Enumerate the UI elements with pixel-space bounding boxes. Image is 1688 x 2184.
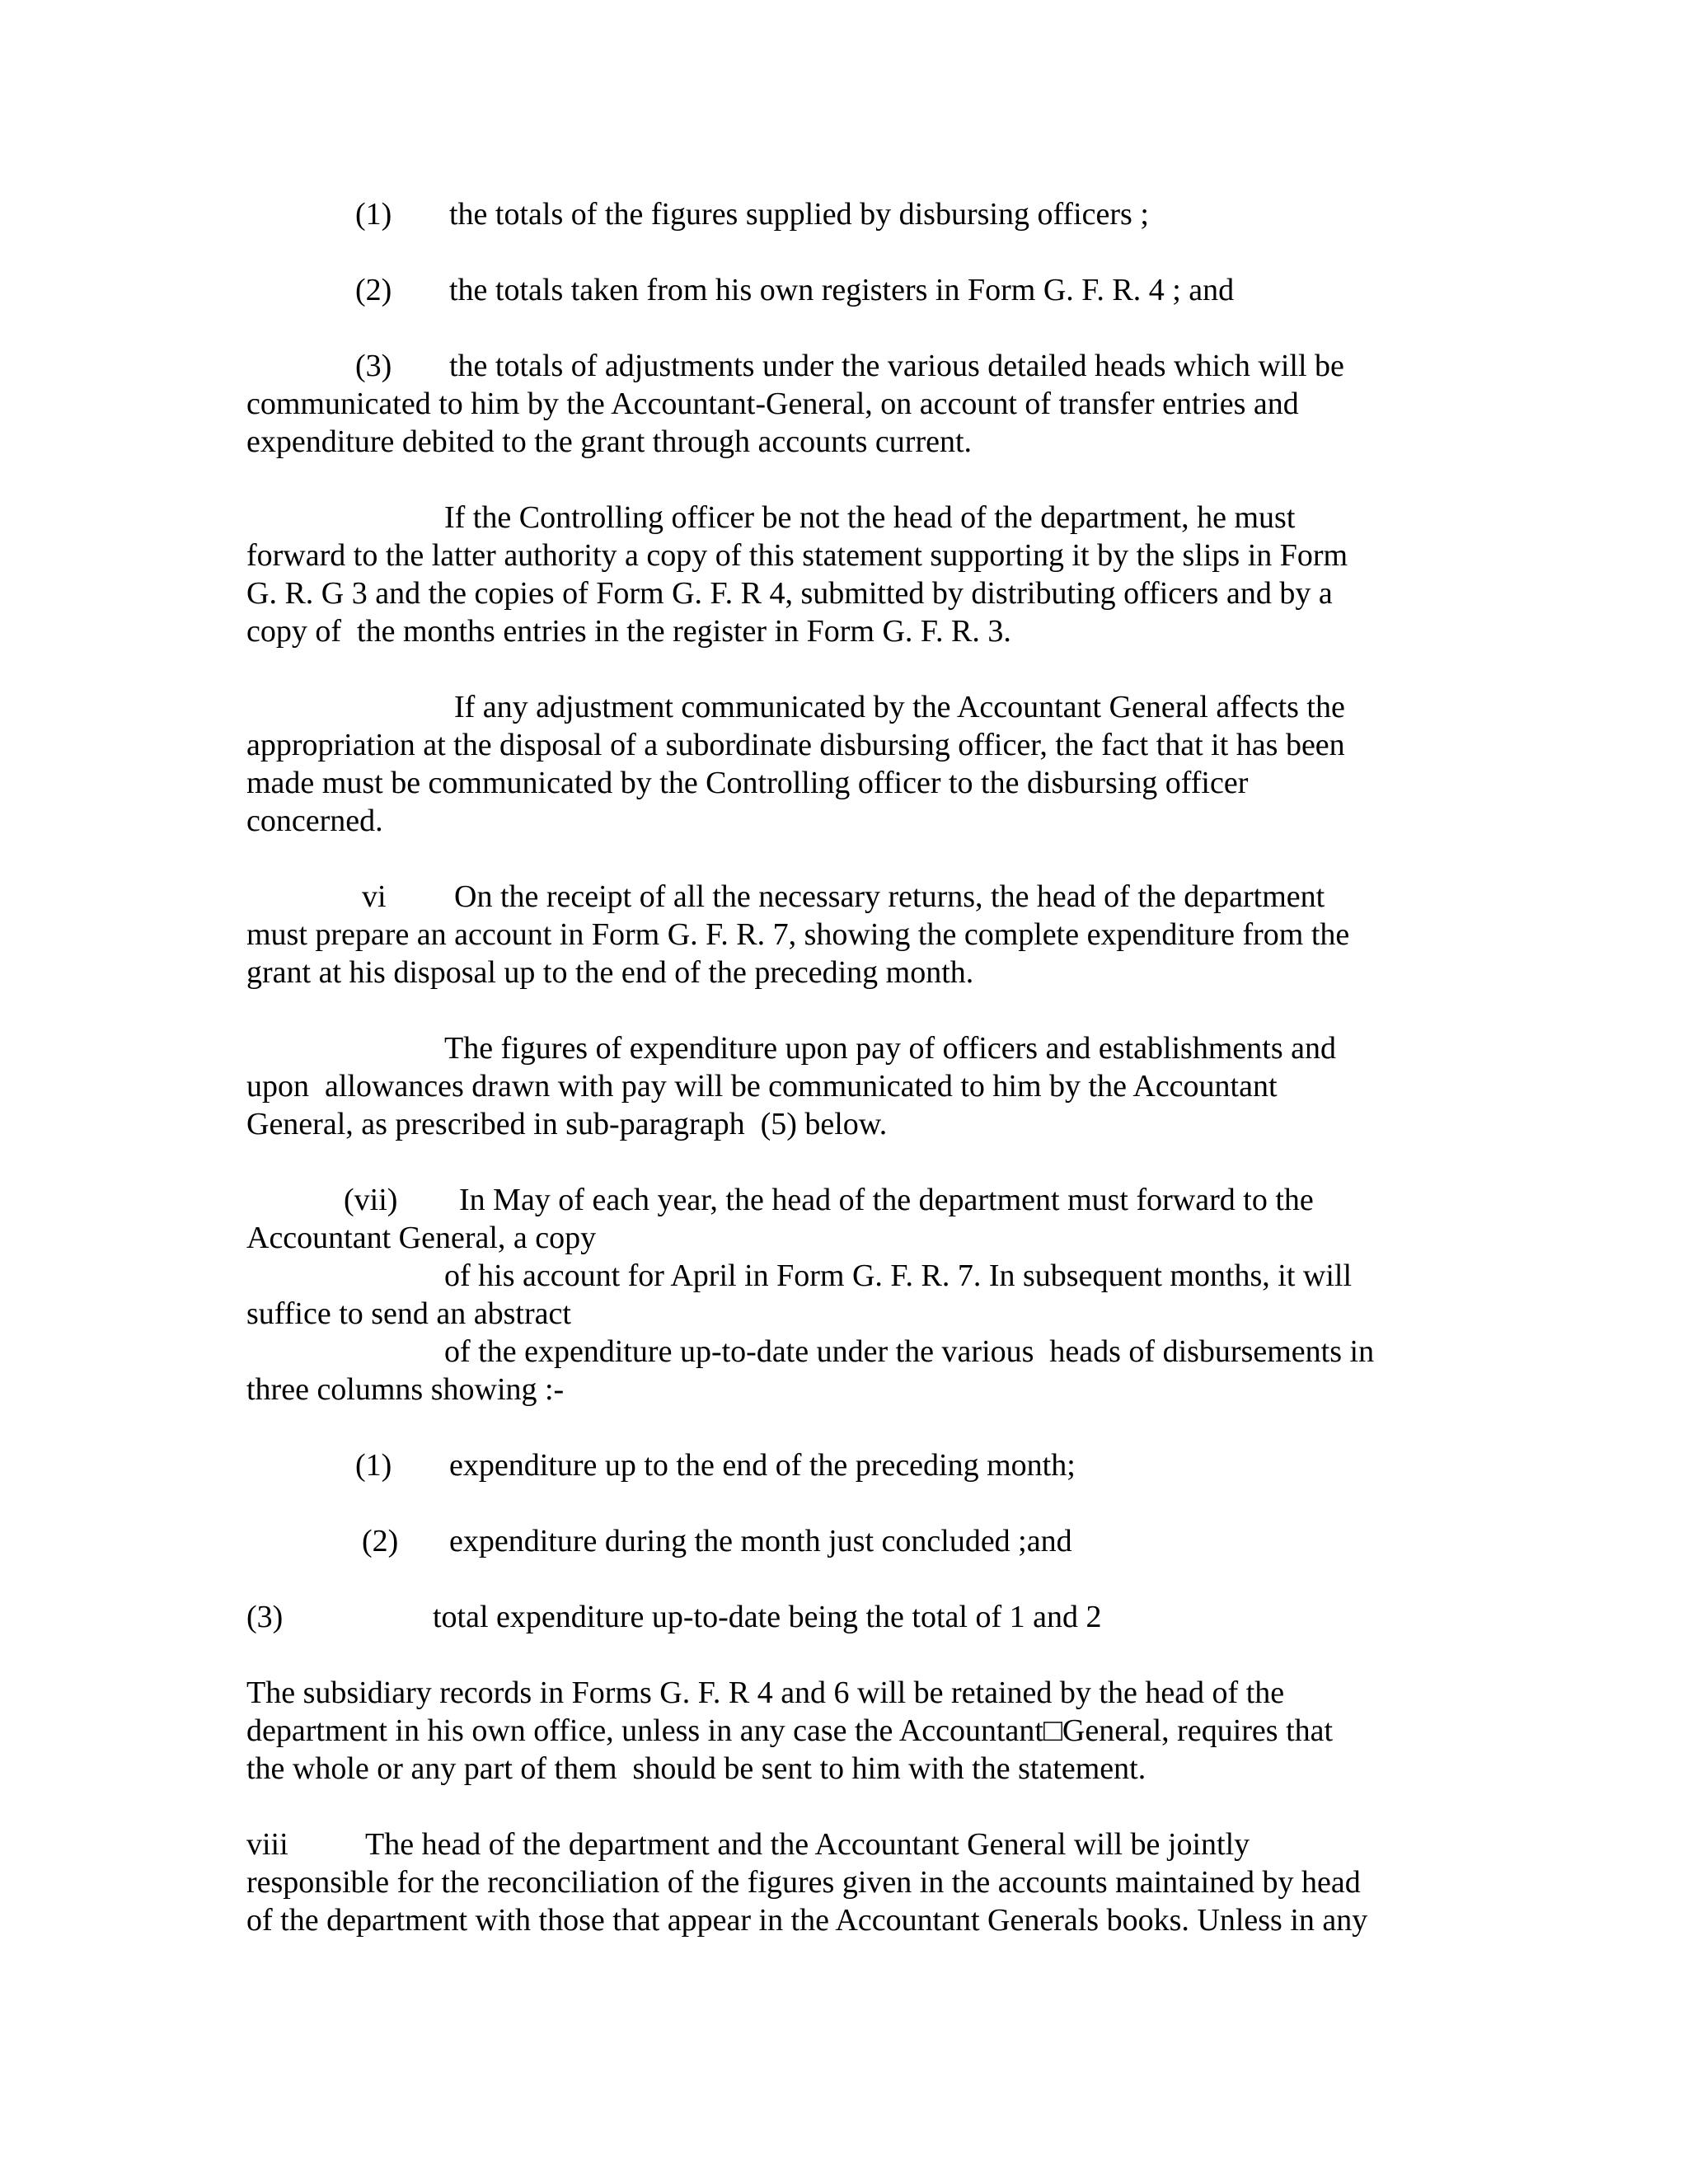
clause-number: (vii) [344, 1183, 398, 1217]
list-item-text: expenditure during the month just concluded ;and [449, 1524, 1072, 1558]
text-line: of the expenditure up-to-date under the various heads of disbursements in [444, 1334, 1375, 1369]
text-line: the whole or any part of them should be sent to him with the statement. [246, 1751, 1146, 1786]
clause-text: In May of each year, the head of the department must forward to the [459, 1183, 1314, 1217]
list-number: (3) [246, 1600, 284, 1634]
list-item-text: total expenditure up-to-date being the total of 1 and 2 [433, 1600, 1102, 1634]
text-line: The subsidiary records in Forms G. F. R 4 and 6 will be retained by the head of the [246, 1675, 1285, 1710]
text-line: department in his own office, unless in any case the Accountant□General, requires that [246, 1713, 1334, 1748]
text-line: upon allowances drawn with pay will be communicated to him by the Accountant [246, 1069, 1278, 1104]
text-line: expenditure debited to the grant through accounts current. [246, 424, 973, 459]
text-line: three columns showing :- [246, 1372, 565, 1407]
list-number: (1) [355, 1448, 392, 1483]
text-line: made must be communicated by the Controlling officer to the disbursing officer [246, 766, 1249, 800]
paragraph-first-line: The figures of expenditure upon pay of officers and establishments and [444, 1031, 1336, 1066]
list-item-text: the totals of the figures supplied by disbursing officers ; [449, 197, 1149, 232]
list-number: (3) [355, 349, 392, 383]
text-line: concerned. [246, 804, 383, 838]
list-number: (2) [355, 273, 392, 307]
list-item-text: expenditure up to the end of the preceding month; [449, 1448, 1076, 1483]
text-line: responsible for the reconciliation of the figures given in the accounts maintained by head [246, 1865, 1361, 1900]
clause-text: The head of the department and the Accountant General will be jointly [365, 1827, 1250, 1862]
text-line: grant at his disposal up to the end of the preceding month. [246, 955, 974, 990]
clause-number: viii [246, 1827, 288, 1862]
list-number: (2) [362, 1524, 399, 1558]
text-line: G. R. G 3 and the copies of Form G. F. R 4, submitted by distributing officers and by a [246, 576, 1333, 611]
clause-number: vi [362, 879, 387, 914]
paragraph-first-line: If any adjustment communicated by the Accountant General affects the [454, 690, 1345, 724]
list-item-text: the totals of adjustments under the various detailed heads which will be [449, 349, 1344, 383]
text-line: appropriation at the disposal of a subordinate disbursing officer, the fact that it has been [246, 728, 1345, 762]
list-number: (1) [355, 197, 392, 232]
text-line: must prepare an account in Form G. F. R. 7, showing the complete expenditure from the [246, 917, 1350, 952]
text-line: Accountant General, a copy [246, 1221, 597, 1255]
text-line: communicated to him by the Accountant-General, on account of transfer entries and [246, 387, 1299, 421]
text-line: suffice to send an abstract [246, 1296, 571, 1331]
list-item-text: the totals taken from his own registers in Form G. F. R. 4 ; and [449, 273, 1235, 307]
text-line: General, as prescribed in sub-paragraph (5) below. [246, 1107, 888, 1141]
text-line: of the department with those that appear in the Accountant Generals books. Unless in any [246, 1903, 1368, 1938]
paragraph-first-line: If the Controlling officer be not the head of the department, he must [444, 500, 1296, 535]
clause-text: On the receipt of all the necessary returns, the head of the department [454, 879, 1325, 914]
text-line: forward to the latter authority a copy of this statement supporting it by the slips in Form [246, 538, 1348, 573]
text-line: copy of the months entries in the register in Form G. F. R. 3. [246, 614, 1011, 649]
text-line: of his account for April in Form G. F. R. 7. In subsequent months, it will [444, 1258, 1353, 1293]
